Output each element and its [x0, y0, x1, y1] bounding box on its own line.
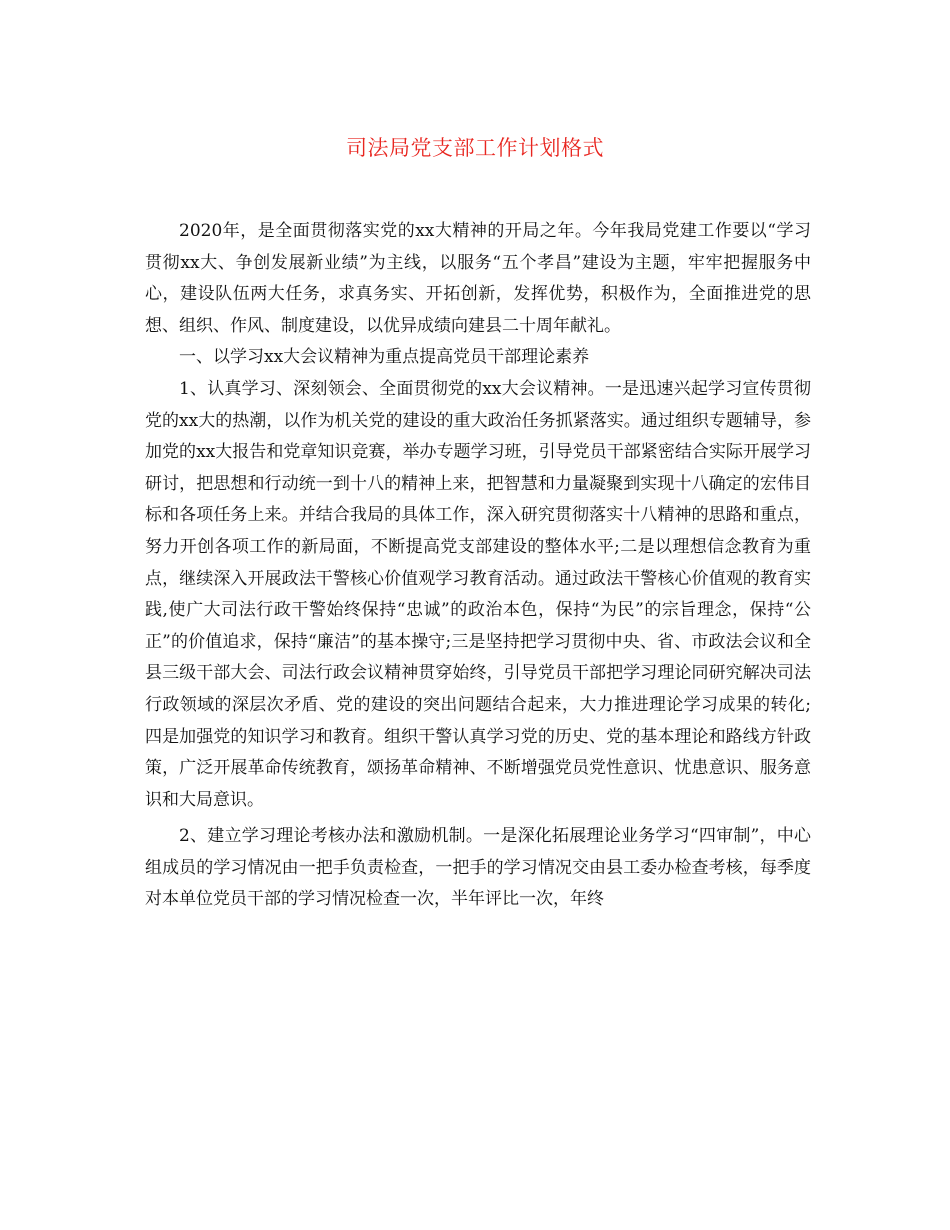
paragraph-item-1: 1、认真学习、深刻领会、全面贯彻党的xx大会议精神。一是迅速兴起学习宣传贯彻党的xx大的热潮，以作为机关党的建设的重大政治任务抓紧落实。通过组织专题辅导，参加党的xx大报告和党章知识竞赛，举办专题学习班，引导党员干部紧密结合实际开展学习研讨，把思想和行动统一到十八的精神上来，把智慧和力量凝聚到实现十八确定的宏伟目标和各项任务上来。并结合我局的具体工作，深入研究贯彻落实十八精神的思路和重点，努力开创各项工作的新局面，不断提高党支部建设的整体水平;二是以理想信念教育为重点，继续深入开展政法干警核心价值观学习教育活动。通过政法干警核心价值观的教育实践,使广大司法行政干警始终保持“忠诚”的政治本色，保持“为民”的宗旨理念，保持“公正”的价值追求，保持“廉洁”的基本操守;三是坚持把学习贯彻中央、省、市政法会议和全县三级干部大会、司法行政会议精神贯穿始终，引导党员干部把学习理论同研究解决司法行政领域的深层次矛盾、党的建设的突出问题结合起来，大力推进理论学习成果的转化;四是加强党的知识学习和教育。组织干警认真学习党的历史、党的基本理论和路线方针政策，广泛开展革命传统教育，颂扬革命精神、不断增强党员党性意识、忧患意识、服务意识和大局意识。: [145, 378, 811, 810]
document-title: 司法局党支部工作计划格式: [346, 136, 604, 160]
paragraph-intro: 2020年，是全面贯彻落实党的xx大精神的开局之年。今年我局党建工作要以“学习贯彻xx大、争创发展新业绩”为主线，以服务“五个孝昌”建设为主题，牢牢把握服务中心，建设队伍两大任务，求真务实、开拓创新，发挥优势，积极作为，全面推进党的思想、组织、作风、制度建设，以优异成绩向建县二十周年献礼。: [145, 221, 811, 336]
section-heading-1: 一、以学习xx大会议精神为重点提高党员干部理论素养: [179, 347, 590, 368]
paragraph-item-2: 2、建立学习理论考核办法和激励机制。一是深化拓展理论业务学习“四审制”，中心组成员的学习情况由一把手负责检查，一把手的学习情况交由县工委办检查考核，每季度对本单位党员干部的学习情况检查一次，半年评比一次，年终: [145, 826, 811, 910]
document-body: [145, 216, 811, 916]
